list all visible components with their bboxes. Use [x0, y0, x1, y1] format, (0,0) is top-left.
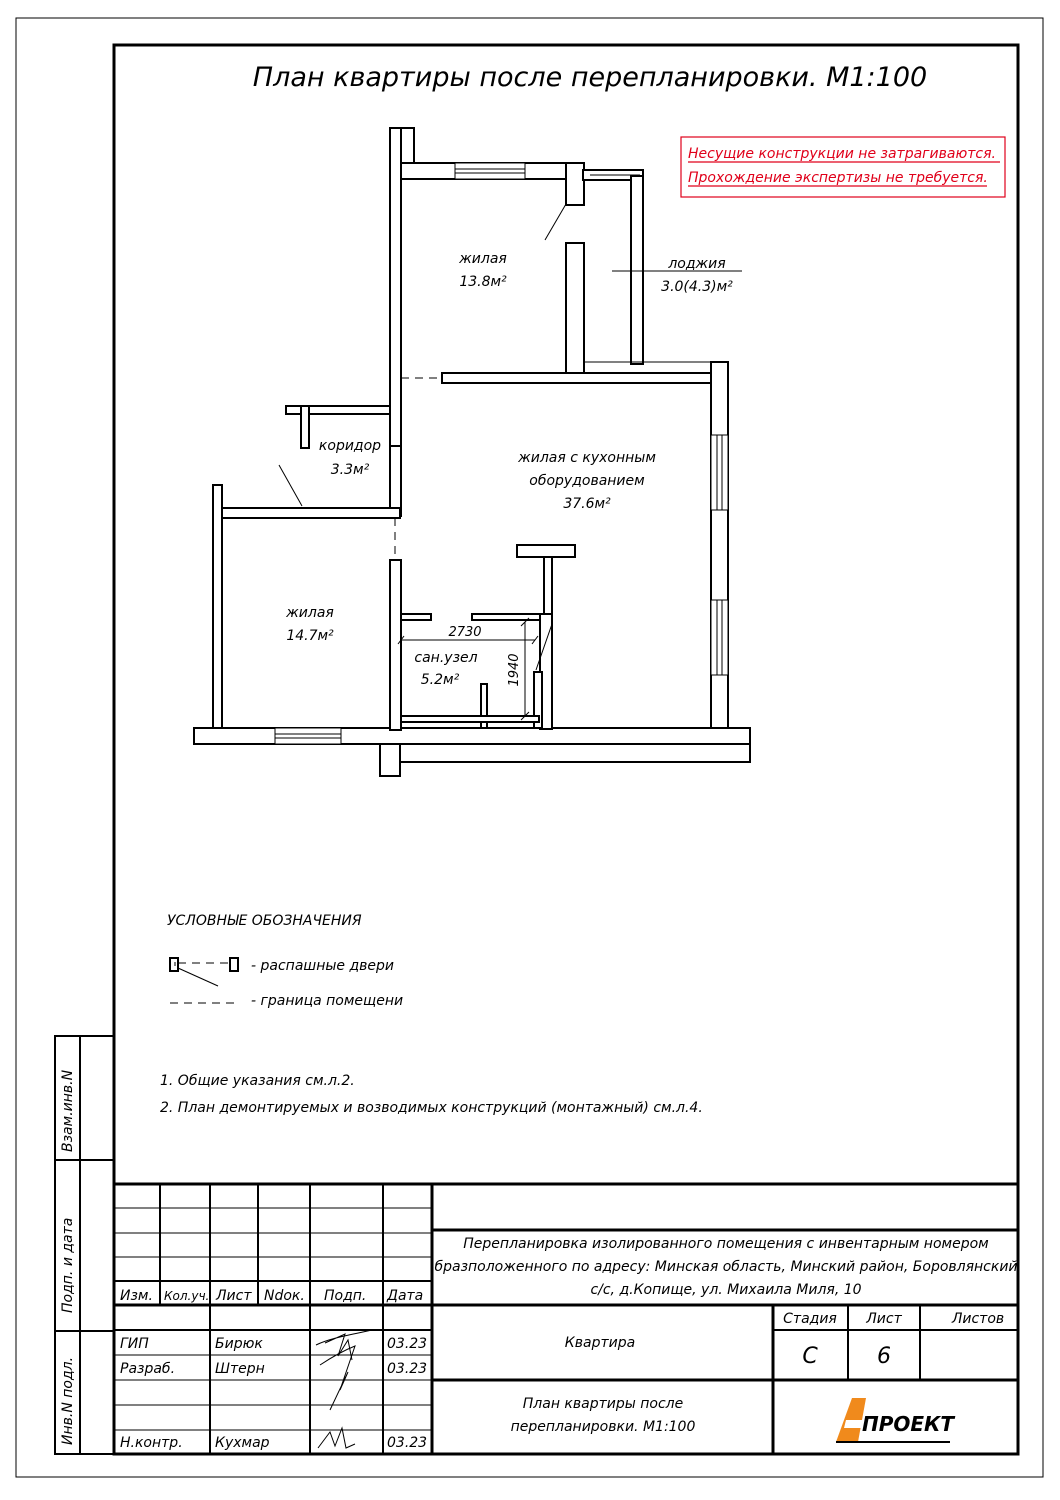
wall-segment — [442, 373, 712, 383]
person-date: 03.23 — [387, 1435, 428, 1451]
legend-door: - распашные двери — [251, 958, 395, 974]
door-swing — [279, 465, 302, 506]
window — [711, 600, 728, 675]
wall-segment — [566, 243, 584, 373]
legend-boundary: - граница помещени — [251, 993, 404, 1009]
room-area: 13.8м² — [459, 274, 507, 290]
dimension-width-label: 2730 — [448, 625, 482, 640]
dimension-height — [507, 618, 529, 720]
legend-heading: УСЛОВНЫЕ ОБОЗНАЧЕНИЯ — [167, 913, 362, 929]
room-area: 3.3м² — [330, 462, 370, 478]
project-line-1: Перепланировка изолированного помещения с инвентарным номером — [463, 1236, 989, 1252]
stamp-header-ndok: Ndок. — [264, 1288, 305, 1304]
drawing-title-line-1: План квартиры после — [522, 1396, 684, 1412]
stamp-header-podp: Подп. — [324, 1288, 367, 1304]
dimension-height-label: 1940 — [507, 653, 522, 687]
stamp-header-list: Лист — [216, 1288, 252, 1304]
stamp-header-izm: Изм. — [120, 1288, 153, 1304]
floor-plan — [194, 128, 750, 776]
sheet-label: Лист — [866, 1311, 902, 1327]
room-area: 3.0(4.3)м² — [661, 279, 733, 295]
stamp-header-kol: Кол.уч. — [164, 1289, 210, 1303]
wall-segment — [390, 128, 401, 446]
company-logo — [836, 1398, 955, 1442]
dimension-width — [398, 625, 538, 644]
wall-segment — [220, 508, 400, 518]
wall-segment — [380, 744, 750, 762]
person-date: 03.23 — [387, 1336, 428, 1352]
door-swing — [545, 204, 566, 240]
note-2: 2. План демонтируемых и возводимых конструкций (монтажный) см.л.4. — [160, 1100, 703, 1116]
project-line-2: бразположенного по адресу: Минская область, Минский район, Боровлянский — [434, 1259, 1018, 1275]
notice-line-1: Несущие конструкции не затрагиваются. — [688, 146, 996, 162]
signature-shtern — [320, 1346, 355, 1410]
door-legend-icon — [170, 958, 238, 986]
wall-segment — [301, 406, 309, 448]
page-title: План квартиры после перепланировки. М1:100 — [252, 62, 928, 93]
person-name: Бирюк — [215, 1336, 263, 1352]
side-label-vzam: Взам.инв.N — [60, 1069, 76, 1152]
wall-segment — [390, 560, 401, 730]
window — [275, 728, 341, 744]
room-area: 14.7м² — [286, 628, 334, 644]
wall-segment — [544, 557, 552, 614]
object-name: Квартира — [564, 1335, 636, 1351]
room-name: жилая — [286, 605, 334, 621]
side-stamp — [55, 1036, 114, 1454]
kitchen-counter — [517, 545, 575, 557]
person-role: Н.контр. — [120, 1435, 183, 1451]
stage-value: С — [802, 1344, 818, 1369]
legend — [160, 913, 460, 1019]
stage-label: Стадия — [783, 1311, 837, 1327]
wall-segment — [213, 485, 222, 730]
room-name: жилая — [459, 251, 507, 267]
person-role: ГИП — [120, 1336, 149, 1352]
wall-segment — [711, 362, 728, 742]
title-block — [114, 1184, 1018, 1454]
sheet-value: 6 — [877, 1344, 891, 1369]
person-name: Штерн — [215, 1361, 265, 1377]
window — [711, 435, 728, 510]
person-name: Кухмар — [215, 1435, 270, 1451]
note-1: 1. Общие указания см.л.2. — [160, 1073, 355, 1089]
drawing-title-line-2: перепланировки. М1:100 — [510, 1419, 696, 1435]
sheets-label: Листов — [951, 1311, 1005, 1327]
wall-segment — [631, 176, 643, 364]
room-name: лоджия — [668, 256, 726, 272]
wall-segment — [390, 446, 401, 516]
wall-segment — [566, 163, 584, 205]
signature-kuhmar — [318, 1428, 355, 1448]
project-line-3: с/с, д.Копище, ул. Михаила Миля, 10 — [590, 1282, 862, 1298]
side-label-inv: Инв.N подл. — [60, 1356, 76, 1445]
stamp-header-date: Дата — [387, 1288, 424, 1304]
logo-text: ПРОЕКТ — [862, 1412, 955, 1436]
room-area: 37.6м² — [563, 496, 611, 512]
room-name: сан.узел — [414, 650, 478, 666]
notice-box — [681, 137, 1005, 197]
notice-line-2: Прохождение экспертизы не требуется. — [688, 170, 988, 186]
wall-segment — [401, 716, 539, 722]
room-name: оборудованием — [529, 473, 645, 489]
room-name: коридор — [318, 438, 382, 454]
window — [455, 163, 525, 179]
person-date: 03.23 — [387, 1361, 428, 1377]
wall-segment — [401, 614, 431, 620]
wall-segment — [380, 744, 400, 776]
side-label-podp: Подп. и дата — [60, 1217, 76, 1313]
room-area: 5.2м² — [420, 672, 460, 688]
room-name: жилая с кухонным — [518, 450, 656, 466]
person-role: Разраб. — [120, 1361, 176, 1377]
